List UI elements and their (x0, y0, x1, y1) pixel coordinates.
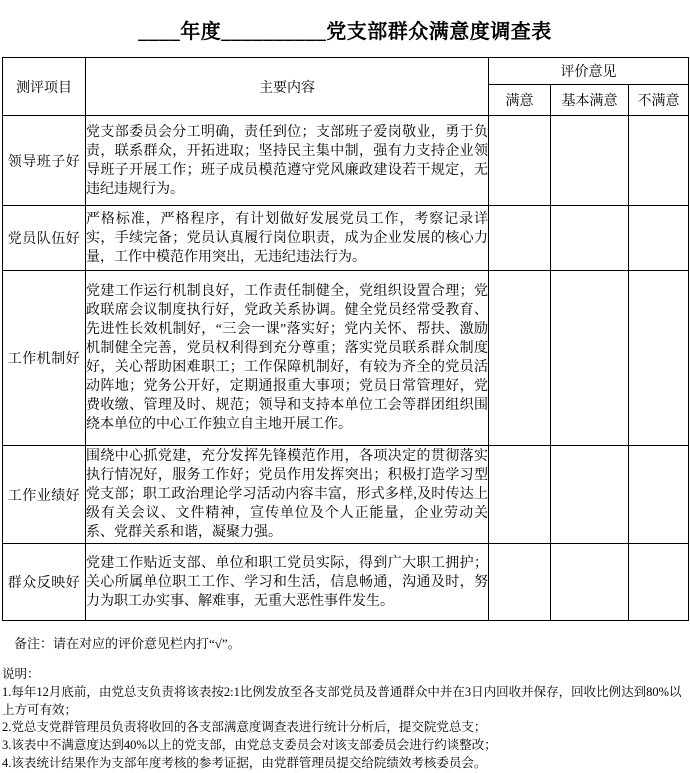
answer-cell-unsatisfied[interactable] (629, 116, 689, 206)
answer-cell-satisfied[interactable] (489, 544, 551, 621)
answer-cell-unsatisfied[interactable] (629, 206, 689, 271)
answer-cell-unsatisfied[interactable] (629, 544, 689, 621)
instruction-item-4: 4.该表统计结果作为支部年度考核的参考证据，由党群管理员提交给院绩效考核委员会。 (2, 755, 487, 770)
header-main-content: 主要内容 (86, 58, 489, 116)
row-content: 党建工作运行机制良好，工作责任制健全，党组织设置合理；党政联席会议制度执行好，党政关系协调。健全党员经常受教育、先进性长效机制好，“三会一课”落实好；党内关怀、帮扶、激励机制健全完善，党员权利得到充分尊重；落实党员联系群众制度好，关心帮助困难职工；工作保障机制好，有较为齐全的党员活动阵地；党务公开好，定期通报重大事项；党员日常管理好，党费收缴、管理及时、规范；领导和支持本单位工会等群团组织围绕本单位的中心工作独立自主地开展工作。 (86, 271, 489, 446)
table-row (3, 544, 689, 621)
row-label-public-feedback: 群众反映好 (3, 544, 86, 621)
instruction-item-2: 2.党总支党群管理员负责将收回的各支部满意度调查表进行统计分析后，提交院党总支； (2, 720, 487, 735)
answer-cell-satisfied[interactable] (489, 206, 551, 271)
row-content: 严格标准，严格程序，有计划做好发展党员工作，考察记录详实，手续完备；党员认真履行岗位职责，成为企业发展的核心力量，工作中模范作用突出，无违纪违法行为。 (86, 206, 489, 271)
survey-form-page (0, 15, 690, 773)
answer-cell-basically-satisfied[interactable] (551, 271, 629, 446)
row-label-party-members: 党员队伍好 (3, 206, 86, 271)
instructions-heading: 说明： (2, 667, 40, 681)
row-label-work-mechanism: 工作机制好 (3, 271, 86, 446)
answer-cell-basically-satisfied[interactable] (551, 446, 629, 544)
table-row (3, 446, 689, 544)
header-opinion-group: 评价意见 (489, 58, 689, 85)
table-row (3, 116, 689, 206)
header-evaluation-item: 测评项目 (3, 58, 86, 116)
answer-cell-unsatisfied[interactable] (629, 446, 689, 544)
answer-cell-satisfied[interactable] (489, 446, 551, 544)
answer-cell-satisfied[interactable] (489, 116, 551, 206)
row-content: 党建工作贴近支部、单位和职工党员实际，得到广大职工拥护；关心所属单位职工工作、学习和生活，信息畅通，沟通及时，努力为职工办实事、解难事，无重大恶性事件发生。 (86, 544, 489, 621)
instructions-section (2, 666, 688, 773)
table-row (3, 206, 689, 271)
row-content: 围绕中心抓党建，充分发挥先锋模范作用，各项决定的贯彻落实执行情况好，服务工作好；党员作用发挥突出；积极打造学习型党支部；职工政治理论学习活动内容丰富，形式多样,及时传达上级有关会议、文件精神，宣传单位及个人正能量，企业劳动关系、党群关系和谐，凝聚力强。 (86, 446, 489, 544)
header-unsatisfied: 不满意 (629, 85, 689, 116)
table-row (3, 271, 689, 446)
page-title: ____年度__________党支部群众满意度调查表 (138, 21, 552, 43)
answer-cell-satisfied[interactable] (489, 271, 551, 446)
header-satisfied: 满意 (489, 85, 551, 116)
instruction-item-3: 3.该表中不满意度达到40%以上的党支部，由党总支委员会对该支部委员会进行约谈整改； (2, 738, 497, 752)
answer-cell-basically-satisfied[interactable] (551, 206, 629, 271)
row-label-leadership: 领导班子好 (3, 116, 86, 206)
row-content: 党支部委员会分工明确，责任到位；支部班子爱岗敬业，勇于负责，联系群众，开拓进取；坚持民主集中制，强有力支持企业领导班子开展工作；班子成员模范遵守党风廉政建设若干规定，无违纪违规行为。 (86, 116, 489, 206)
header-basically-satisfied: 基本满意 (551, 85, 629, 116)
row-label-work-performance: 工作业绩好 (3, 446, 86, 544)
answer-cell-basically-satisfied[interactable] (551, 116, 629, 206)
answer-cell-basically-satisfied[interactable] (551, 544, 629, 621)
answer-cell-unsatisfied[interactable] (629, 271, 689, 446)
instruction-item-1: 1.每年12月底前，由党总支负责将该表按2:1比例发放至各支部党员及普通群众中并在3日内回收并保存，回收比例达到80%以上方可有效； (2, 684, 682, 717)
satisfaction-survey-table (2, 57, 689, 621)
remark-line: 备注：请在对应的评价意见栏内打“√”。 (14, 636, 241, 651)
